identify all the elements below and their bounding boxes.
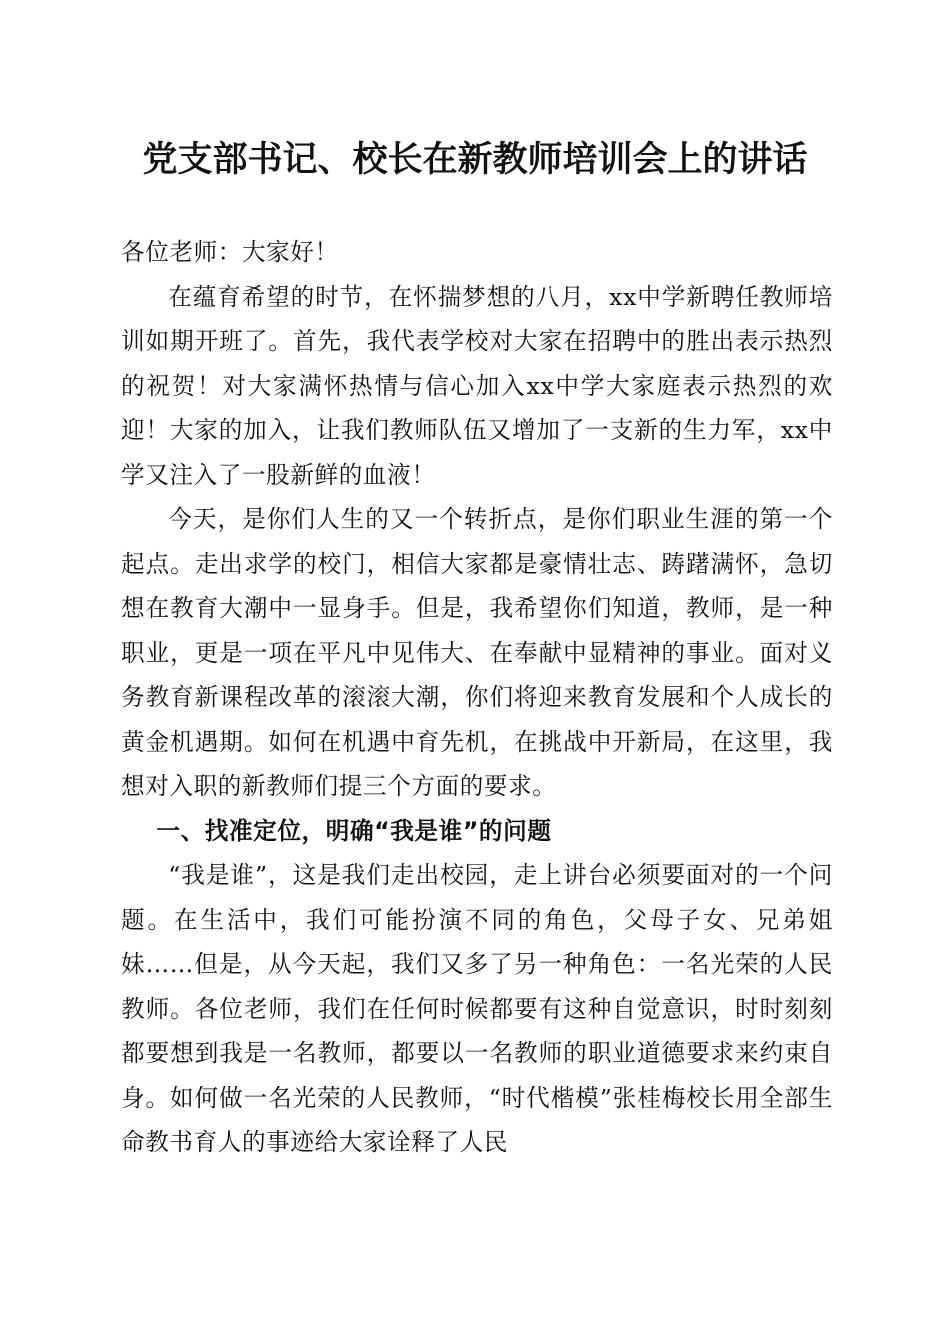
paragraph-turning-point: 今天，是你们人生的又一个转折点，是你们职业生涯的第一个起点。走出求学的校门，相信大家都是豪情壮志、踌躇满怀，急切想在教育大潮中一显身手。但是，我希望你们知道，教师，是一种职业，更是一项在平凡中见伟大、在奉献中显精神的事业。面对义务教育新课程改革的滚滚大潮，你们将迎来教育发展和个人成长的黄金机遇期。如何在机遇中育先机，在挑战中开新局，在这里，我想对入职的新教师们提三个方面的要求。 — [121, 505, 833, 800]
document-title: 党支部书记、校长在新教师培训会上的讲话 — [142, 139, 808, 180]
paragraph-who-am-i: “我是谁”，这是我们走出校园，走上讲台必须要面对的一个问题。在生活中，我们可能扮演不同的角色，父母子女、兄弟姐妹……但是，从今天起，我们又多了另一种角色：一名光荣的人民教师。各位老师，我们在任何时候都要有这种自觉意识，时时刻刻都要想到我是一名教师，都要以一名教师的职业道德要求来约束自身。如何做一名光荣的人民教师，“时代楷模”张桂梅校长用全部生命教书育人的事迹给大家诠释了人民 — [121, 861, 833, 1156]
paragraph-opening: 在蕴育希望的时节，在怀揣梦想的八月，xx中学新聘任教师培训如期开班了。首先，我代表学校对大家在招聘中的胜出表示热烈的祝贺！对大家满怀热情与信心加入xx中学大家庭表示热烈的欢迎！大家的加入，让我们教师队伍又增加了一支新的生力军，xx中学又注入了一股新鲜的血液！ — [121, 282, 833, 489]
greeting-line: 各位老师：大家好！ — [121, 238, 339, 266]
document-body — [121, 230, 833, 1165]
section-heading: 一、找准定位，明确“我是谁”的问题 — [156, 816, 552, 845]
